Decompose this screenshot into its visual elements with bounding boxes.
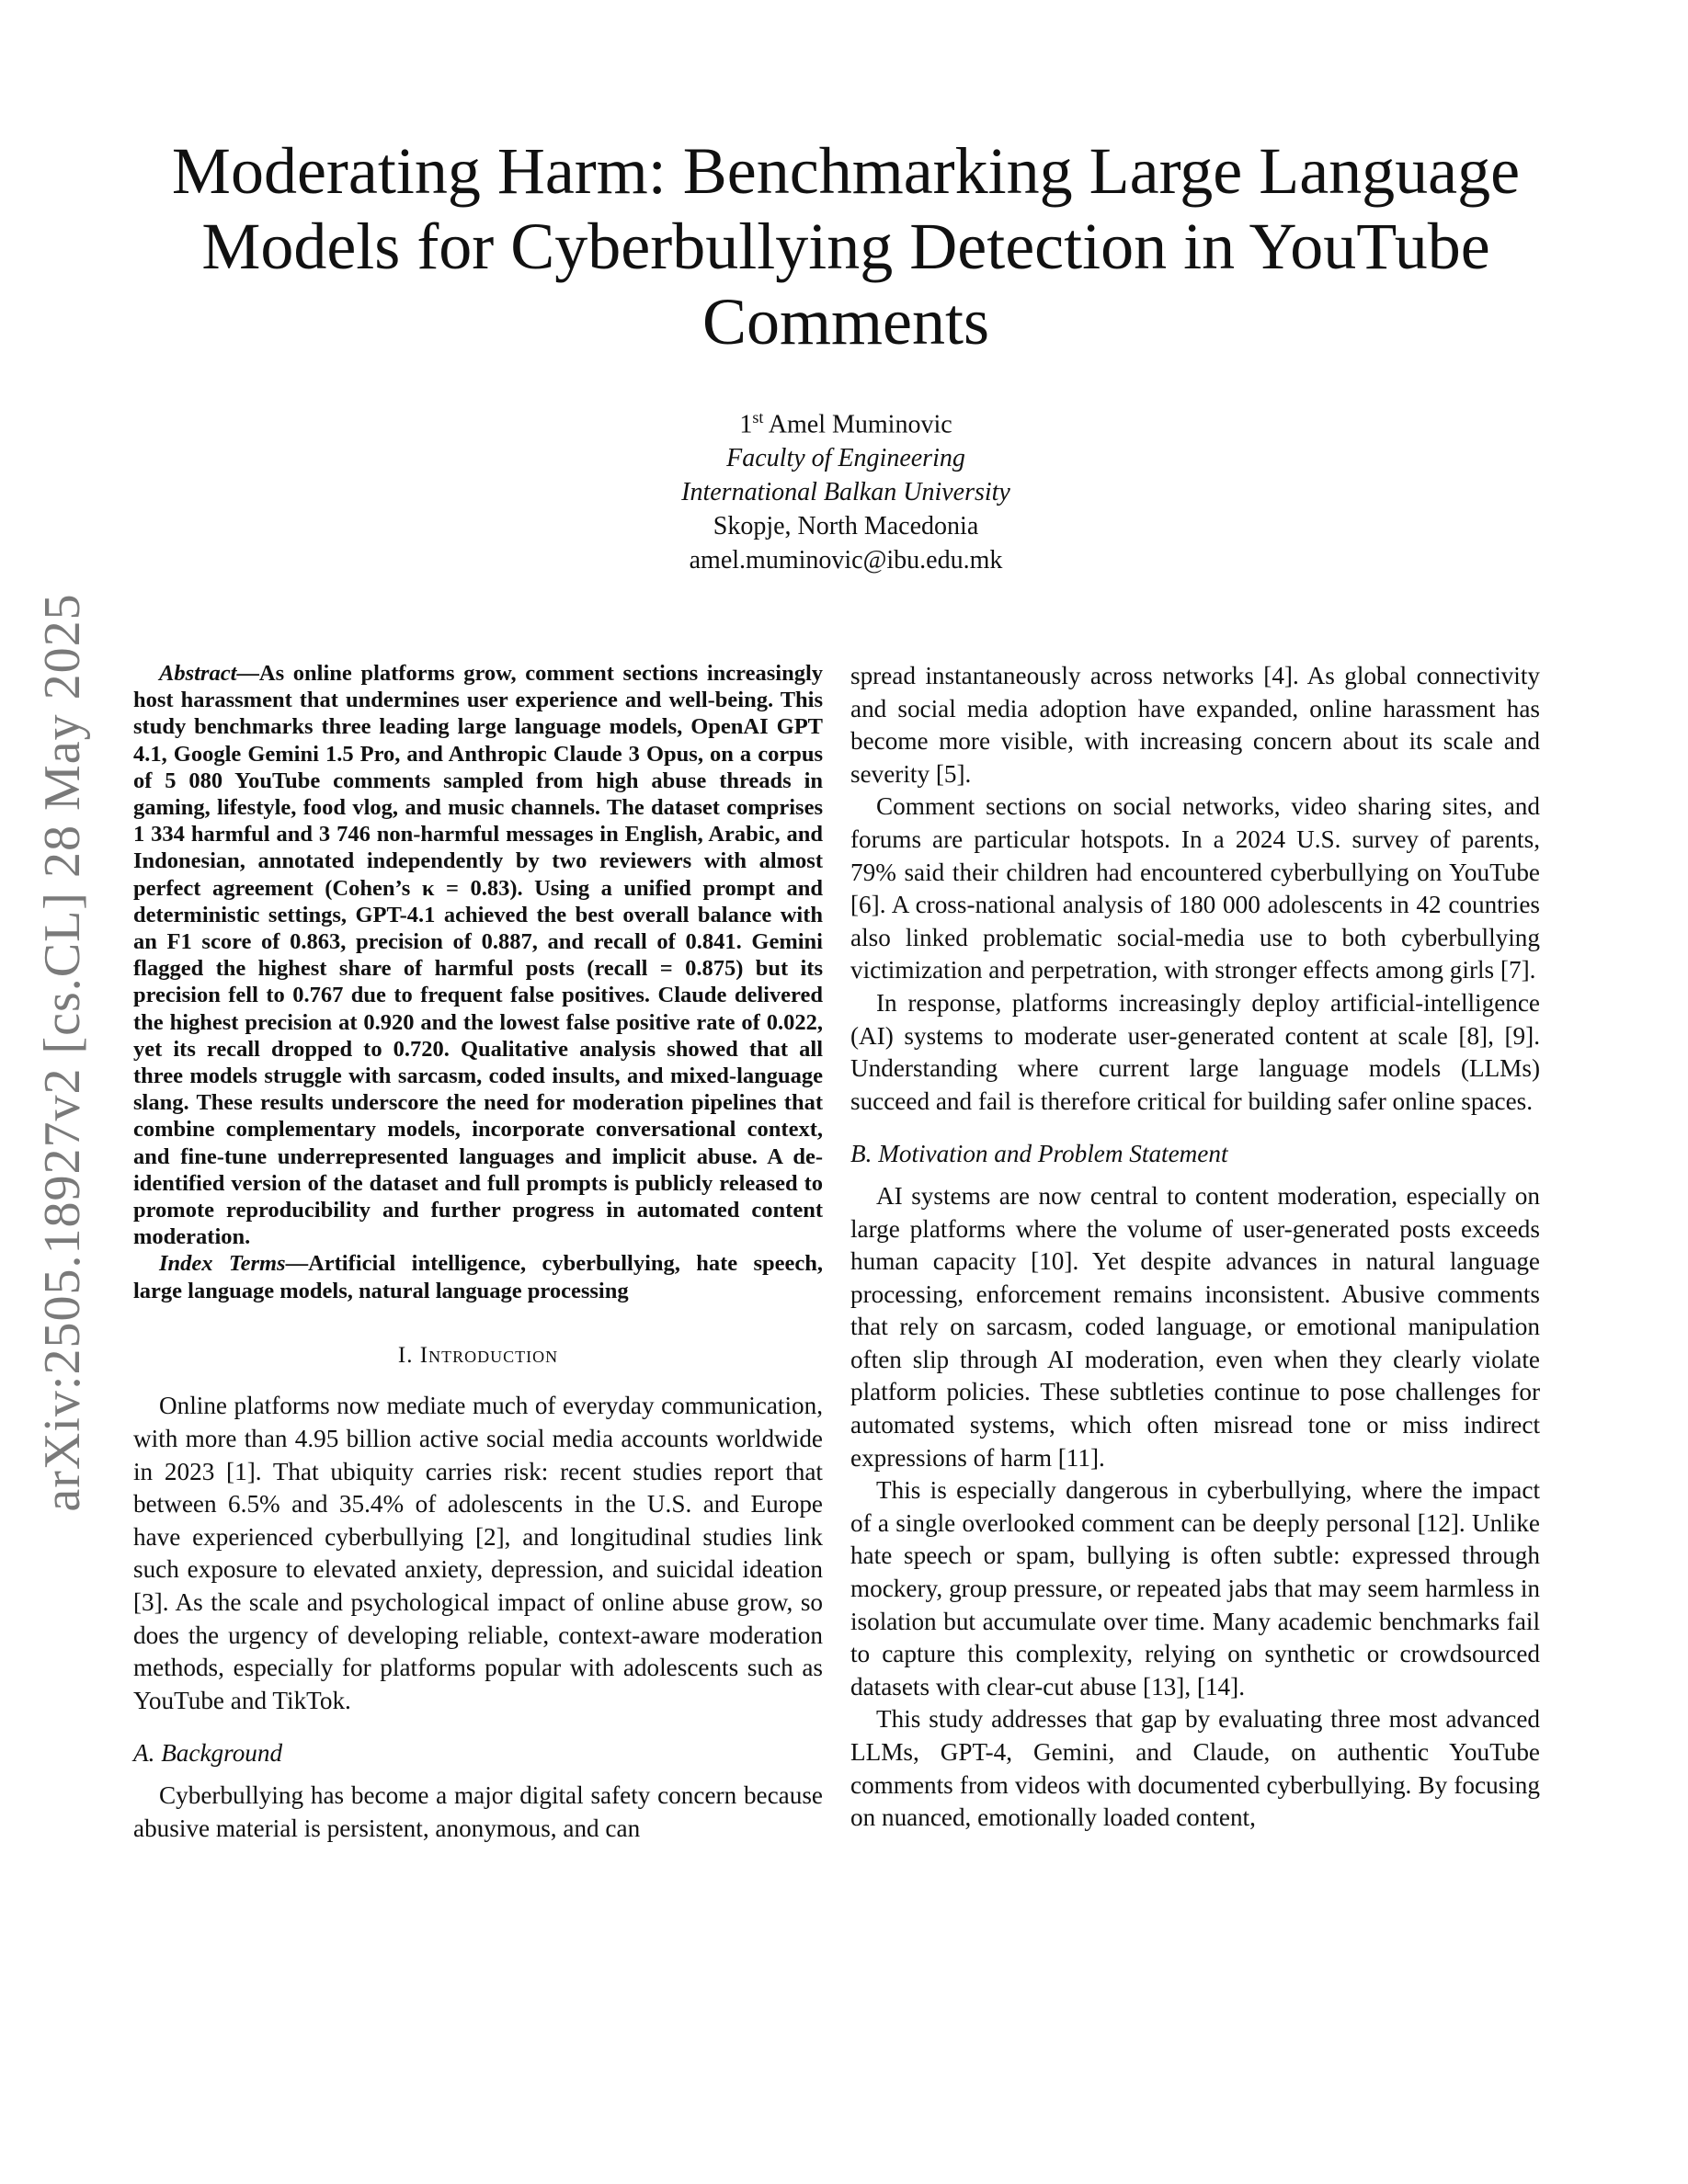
- motivation-paragraph-3: This study addresses that gap by evaluating three most advanced LLMs, GPT-4, Gemini, and Claude, on authentic YouTube comments from videos with documented cyberbullying. By focusing on nuanced, emotionally loaded content,: [850, 1705, 1540, 1832]
- background-paragraph-1-continued: spread instantaneously across networks [4]. As global connectivity and social media adoption have expanded, online harassment has become more visible, with increasing concern about its scale and severity [5].: [850, 662, 1540, 788]
- paper-title: Moderating Harm: Benchmarking Large Language Models for Cyberbullying Detection in YouTube Comments: [171, 134, 1521, 358]
- author-ordinal: 1: [739, 410, 753, 439]
- right-column: [850, 660, 1540, 1835]
- author-location: Skopje, North Macedonia: [713, 512, 979, 541]
- author-block: [478, 401, 1214, 577]
- arxiv-identifier: arXiv:2505.18927v2 [cs.CL] 28 May 2025: [34, 593, 91, 1512]
- abstract-text: —As online platforms grow, comment sections increasingly host harassment that undermines user experience and well-being. This study benchmarks three leading large language models, OpenAI GPT 4.1, Google Gemini 1.5 Pro, and Anthropic Claude 3 Opus, on a corpus of 5 080 YouTube comments sampled from high abuse threads in gaming, lifestyle, food vlog, and music channels. The dataset comprises 1 334 harmful and 3 746 non-harmful messages in English, Arabic, and Indonesian, annotated independently by two reviewers with almost perfect agreement (Cohen’s κ = 0.83). Using a unified prompt and deterministic settings, GPT-4.1 achieved the best overall balance with an F1 score of 0.863, precision of 0.887, and recall of 0.841. Gemini flagged the highest share of harmful posts (recall = 0.875) but its precision fell to 0.767 due to frequent false positives. Claude delivered the highest precision at 0.920 and the lowest false positive rate of 0.022, yet its recall dropped to 0.720. Qualitative analysis showed that all three models struggle with sarcasm, coded insults, and mixed-language slang. These results underscore the need for moderation pipelines that combine complementary models, incorporate conversational context, and fine-tune underrepresented languages and implicit abuse. A de-identified version of the dataset and full prompts is publicly released to promote reproducibility and further progress in automated content moderation.: [133, 661, 823, 1250]
- background-paragraph-2: Comment sections on social networks, video sharing sites, and forums are particular hotspots. In a 2024 U.S. survey of parents, 79% said their children had encountered cyberbullying on YouTube [6]. A cross-national analysis of 180 000 adolescents in 42 countries also linked problematic social-media use to both cyberbullying victimization and perpetration, with stronger effects among girls [7].: [850, 792, 1540, 984]
- author-organization: International Balkan University: [681, 478, 1010, 507]
- arxiv-sidebar-stamp: [7, 570, 118, 1535]
- index-terms: [133, 1250, 823, 1303]
- author-email[interactable]: amel.muminovic@ibu.edu.mk: [689, 546, 1003, 575]
- index-terms-lead: Index Terms: [159, 1251, 286, 1277]
- author-name: Amel Muminovic: [768, 410, 952, 439]
- background-paragraph-3: In response, platforms increasingly deploy artificial-intelligence (AI) systems to moderate user-generated content at scale [8], [9]. Understanding where current large language models (LLMs) succeed and fail is therefore critical for building safer online spaces.: [850, 988, 1540, 1115]
- abstract-lead: Abstract: [159, 661, 237, 686]
- section-number: I.: [397, 1342, 414, 1368]
- index-terms-text: —Artificial intelligence, cyberbullying, hate speech, large language models, natural language processing: [133, 1251, 823, 1303]
- subsection-heading-background: A. Background: [133, 1739, 283, 1768]
- author-ordinal-suffix: st: [752, 408, 764, 427]
- author-name-line: [478, 401, 1214, 441]
- abstract: [133, 660, 823, 1250]
- motivation-paragraph-1: AI systems are now central to content moderation, especially on large platforms where the volume of user-generated posts exceeds human capacity [10]. Yet despite advances in natural language processing, enforcement remains inconsistent. Abusive comments that rely on sarcasm, coded language, or emotional manipulation often slip through AI moderation, even when they clearly violate platform policies. These subtleties continue to pose challenges for automated systems, which often misread tone or miss indirect expressions of harm [11].: [850, 1181, 1540, 1472]
- intro-paragraph-1: Online platforms now mediate much of everyday communication, with more than 4.95 billion active social media accounts worldwide in 2023 [1]. That ubiquity carries risk: recent studies report that between 6.5% and 35.4% of adolescents in the U.S. and Europe have experienced cyberbullying [2], and longitudinal studies link such exposure to elevated anxiety, depression, and suicidal ideation [3]. As the scale and psychological impact of online abuse grow, so does the urgency of developing reliable, context-aware moderation methods, especially for platforms popular with adolescents such as YouTube and TikTok.: [133, 1392, 823, 1714]
- motivation-paragraph-2: This is especially dangerous in cyberbullying, where the impact of a single overlooked comment can be deeply personal [12]. Unlike hate speech or spam, bullying is often subtle: expressed through mockery, group pressure, or repeated jabs that may seem harmless in isolation but accumulate over time. Many academic benchmarks fail to capture this complexity, relying on synthetic or crowdsourced datasets with clear-cut abuse [13], [14].: [850, 1476, 1540, 1701]
- left-column: [133, 660, 823, 1845]
- section-heading-introduction: [133, 1339, 823, 1372]
- subsection-heading-motivation: B. Motivation and Problem Statement: [850, 1140, 1228, 1168]
- section-title: Introduction: [419, 1342, 559, 1368]
- background-paragraph-1-start: Cyberbullying has become a major digital safety concern because abusive material is persistent, anonymous, and can: [133, 1781, 823, 1842]
- author-department: Faculty of Engineering: [726, 444, 965, 473]
